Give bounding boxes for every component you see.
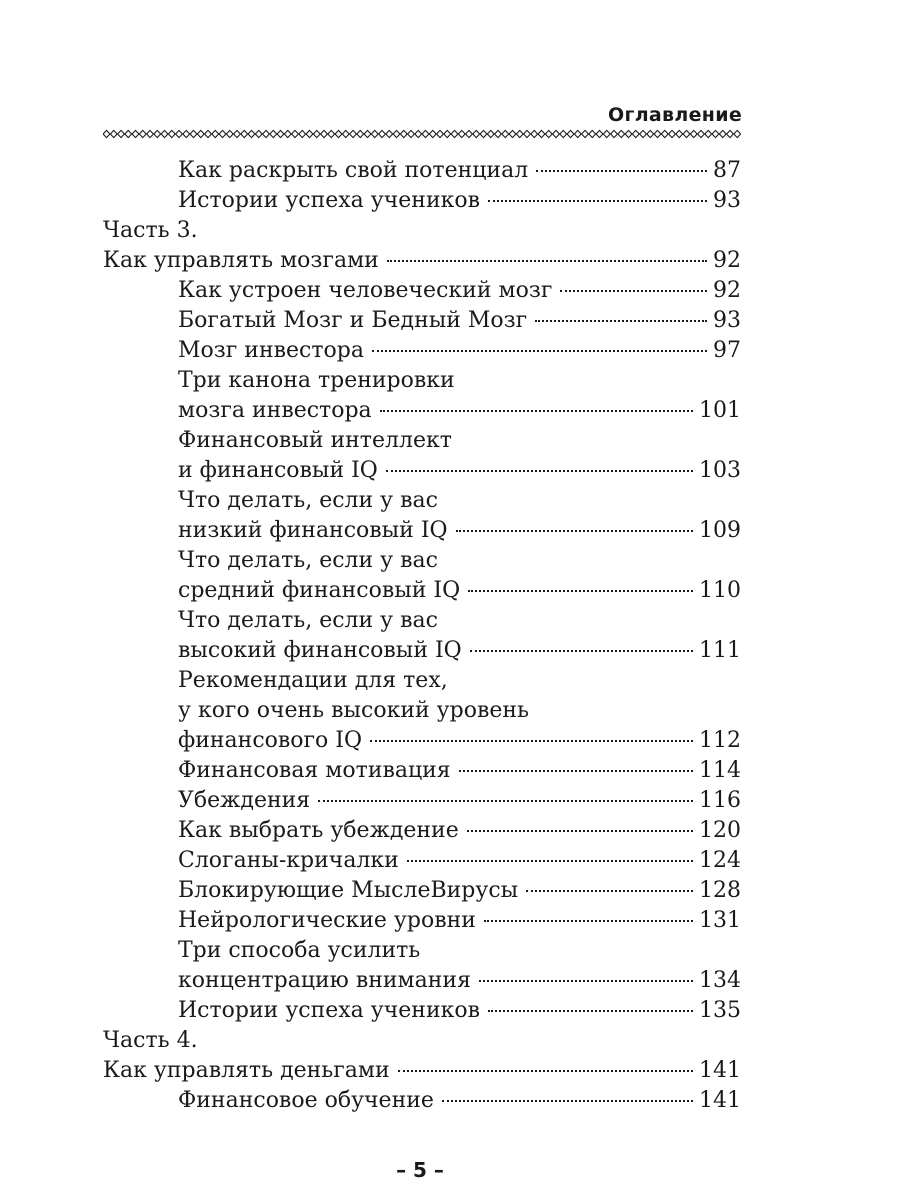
toc-entry[interactable] — [103, 876, 741, 906]
toc-entry-line — [178, 516, 741, 546]
toc-entry[interactable] — [103, 666, 741, 756]
toc-entry-page: 101 — [699, 398, 741, 423]
dot-leader — [386, 470, 693, 472]
dot-leader — [442, 1100, 693, 1102]
toc-entry[interactable] — [103, 366, 741, 426]
toc-entry-line — [178, 306, 741, 336]
toc-entry-title: мозга инвестора — [178, 398, 372, 423]
toc-entry-page: 134 — [699, 968, 741, 993]
toc-entry-line — [178, 156, 741, 186]
toc-entry-page: 131 — [699, 908, 741, 933]
toc-entry-line — [178, 576, 741, 606]
section-title: Оглавление — [608, 104, 742, 126]
dot-leader — [372, 350, 707, 352]
toc-entry-title: Мозг инвестора — [178, 338, 364, 363]
toc-entry-title: Истории успеха учеников — [178, 998, 481, 1023]
toc-entry[interactable] — [103, 306, 741, 336]
toc-entry[interactable] — [103, 906, 741, 936]
toc-entry-line — [178, 906, 741, 936]
toc-entry-line — [178, 936, 741, 966]
toc-entry-line — [178, 456, 741, 486]
toc-entry-line — [178, 276, 741, 306]
toc-entry-page: 135 — [699, 998, 741, 1023]
toc-entry-title: и финансовый IQ — [178, 458, 378, 483]
toc-entry-title: Рекомендации для тех, — [178, 668, 448, 693]
toc-entry-line — [178, 396, 741, 426]
toc-entry-title: Как управлять мозгами — [103, 248, 379, 273]
toc-entry-line — [178, 366, 741, 396]
page-number: – 5 – — [396, 1158, 444, 1182]
toc-entry-page: 92 — [713, 278, 741, 303]
dot-leader — [526, 890, 693, 892]
dot-leader — [484, 920, 693, 922]
toc-entry-line — [178, 1086, 741, 1116]
dot-leader — [488, 1010, 693, 1012]
dot-leader — [370, 740, 693, 742]
dot-leader — [479, 980, 693, 982]
toc-entry[interactable] — [103, 1056, 741, 1086]
toc-entry-line — [103, 1026, 741, 1056]
toc-entry-line — [103, 246, 741, 276]
toc-entry-title: Истории успеха учеников — [178, 188, 481, 213]
toc-entry-page: 93 — [713, 308, 741, 333]
toc-entry-page: 114 — [699, 758, 741, 783]
toc-entry[interactable] — [103, 1026, 741, 1056]
toc-entry-line — [103, 1056, 741, 1086]
table-of-contents — [103, 156, 741, 1116]
toc-entry-line — [178, 426, 741, 456]
toc-entry-title: Что делать, если у вас — [178, 548, 438, 573]
toc-entry[interactable] — [103, 186, 741, 216]
toc-entry[interactable] — [103, 426, 741, 486]
dot-leader — [488, 200, 707, 202]
toc-entry[interactable] — [103, 996, 741, 1026]
toc-entry-title: Три способа усилить — [178, 938, 421, 963]
toc-entry-page: 93 — [713, 188, 741, 213]
toc-entry-title: концентрацию внимания — [178, 968, 471, 993]
toc-entry-line — [178, 786, 741, 816]
toc-entry[interactable] — [103, 156, 741, 186]
toc-entry-title: финансового IQ — [178, 728, 363, 753]
toc-entry[interactable] — [103, 1086, 741, 1116]
toc-entry-title: Как раскрыть свой потенциал — [178, 158, 529, 183]
toc-entry-page: 120 — [699, 818, 741, 843]
dot-leader — [407, 860, 693, 862]
toc-entry-title: Нейрологические уровни — [178, 908, 476, 933]
toc-entry[interactable] — [103, 756, 741, 786]
toc-entry-line — [178, 816, 741, 846]
toc-entry-page: 92 — [713, 248, 741, 273]
toc-entry[interactable] — [103, 816, 741, 846]
toc-entry-page: 109 — [699, 518, 741, 543]
dot-leader — [398, 1070, 693, 1072]
dot-leader — [470, 650, 693, 652]
toc-entry-title: Как выбрать убеждение — [178, 818, 459, 843]
toc-entry-title: Что делать, если у вас — [178, 608, 438, 633]
toc-entry-title: у кого очень высокий уровень — [178, 698, 529, 723]
toc-entry-line — [178, 846, 741, 876]
dot-leader — [468, 590, 693, 592]
toc-entry-title: Как устроен человеческий мозг — [178, 278, 553, 303]
toc-entry-line — [178, 606, 741, 636]
toc-entry[interactable] — [103, 606, 741, 666]
toc-entry-page: 87 — [713, 158, 741, 183]
toc-entry-title: Как управлять деньгами — [103, 1058, 390, 1083]
toc-entry[interactable] — [103, 276, 741, 306]
toc-entry-page: 116 — [699, 788, 741, 813]
toc-entry-page: 111 — [699, 638, 741, 663]
toc-entry[interactable] — [103, 246, 741, 276]
toc-entry[interactable] — [103, 936, 741, 996]
dot-leader — [380, 410, 693, 412]
toc-entry-line — [178, 486, 741, 516]
toc-entry-title: Финансовый интеллект — [178, 428, 452, 453]
toc-entry-title: Три канона тренировки — [178, 368, 455, 393]
toc-entry-line — [178, 636, 741, 666]
toc-entry-page: 128 — [699, 878, 741, 903]
toc-entry-page: 141 — [699, 1058, 741, 1083]
toc-entry-title: Слоганы-кричалки — [178, 848, 399, 873]
toc-entry-page: 141 — [699, 1088, 741, 1113]
toc-entry[interactable] — [103, 846, 741, 876]
toc-entry[interactable] — [103, 786, 741, 816]
toc-entry[interactable] — [103, 546, 741, 606]
toc-entry-line — [178, 996, 741, 1026]
toc-entry-line — [178, 966, 741, 996]
dot-leader — [318, 800, 693, 802]
toc-entry-line — [178, 876, 741, 906]
ornament-divider — [103, 127, 741, 141]
dot-leader — [456, 530, 693, 532]
toc-entry-title: низкий финансовый IQ — [178, 518, 448, 543]
toc-entry-line — [178, 696, 741, 726]
toc-entry-page: 110 — [699, 578, 741, 603]
dot-leader — [467, 830, 693, 832]
dot-leader — [387, 260, 707, 262]
toc-entry-title: Блокирующие МыслеВирусы — [178, 878, 519, 903]
toc-entry-title: Часть 4. — [103, 1028, 198, 1053]
toc-entry-page: 103 — [699, 458, 741, 483]
toc-entry-title: Что делать, если у вас — [178, 488, 438, 513]
toc-entry-title: Часть 3. — [103, 218, 198, 243]
toc-entry-title: средний финансовый IQ — [178, 578, 461, 603]
dot-leader — [459, 770, 693, 772]
toc-entry-page: 97 — [713, 338, 741, 363]
toc-entry-line — [178, 666, 741, 696]
toc-entry-title: Убеждения — [178, 788, 311, 813]
toc-entry-line — [178, 336, 741, 366]
toc-entry-title: Финансовая мотивация — [178, 758, 451, 783]
dot-leader — [535, 320, 707, 322]
toc-entry[interactable] — [103, 216, 741, 246]
dot-leader — [536, 170, 707, 172]
toc-entry-page: 112 — [699, 728, 741, 753]
toc-entry-line — [178, 186, 741, 216]
toc-entry[interactable] — [103, 486, 741, 546]
toc-entry-line — [178, 756, 741, 786]
toc-entry-page: 124 — [699, 848, 741, 873]
toc-entry-line — [103, 216, 741, 246]
toc-entry-line — [178, 726, 741, 756]
toc-entry-title: высокий финансовый IQ — [178, 638, 462, 663]
toc-entry-line — [178, 546, 741, 576]
toc-entry-title: Финансовое обучение — [178, 1088, 434, 1113]
toc-entry-title: Богатый Мозг и Бедный Мозг — [178, 308, 528, 333]
toc-entry[interactable] — [103, 336, 741, 366]
dot-leader — [560, 290, 707, 292]
